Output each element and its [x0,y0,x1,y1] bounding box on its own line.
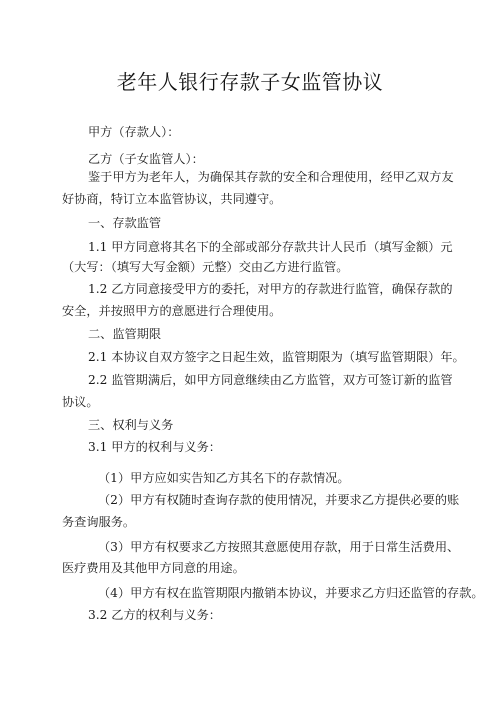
preamble-line-1: 鉴于甲方为老年人，为确保其存款的安全和合理使用，经甲乙双方友 [88,170,454,184]
item-2-line-2: 务查询服务。 [62,515,136,529]
party-a-line: 甲方（存款人）： [88,125,180,139]
clause-3-1-heading: 3.1 甲方的权利与义务： [88,440,221,454]
item-4-line: （4）甲方有权在监管期限内撤销本协议，并要求乙方归还监管的存款。 [98,586,484,600]
item-3-line-2: 医疗费用及其他甲方同意的用途。 [62,561,245,575]
party-b-line: 乙方（子女监管人）： [88,152,204,166]
clause-1-2-line-1: 1.2 乙方同意接受甲方的委托，对甲方的存款进行监管，确保存款的 [88,282,453,296]
item-3-line-1: （3）甲方有权要求乙方按照其意愿使用存款，用于日常生活费用、 [98,540,460,554]
section-3-heading: 三、权利与义务 [88,418,174,432]
item-2-line-1: （2）甲方有权随时查询存款的使用情况，并要求乙方提供必要的账 [98,493,460,507]
document-title: 老年人银行存款子女监管协议 [116,70,384,94]
item-1-line: （1）甲方应如实告知乙方其名下的存款情况。 [98,471,350,485]
section-1-heading: 一、存款监管 [88,216,162,230]
clause-2-2-line-1: 2.2 监管期满后，如甲方同意继续由乙方监管，双方可签订新的监管 [88,373,453,387]
preamble-line-2: 好协商，特订立本监管协议，共同遵守。 [62,192,282,206]
clause-2-1-line-1: 2.1 本协议自双方签字之日起生效，监管期限为（填写监管期限）年。 [88,350,465,364]
clause-3-2-heading: 3.2 乙方的权利与义务： [88,608,221,622]
clause-1-1-line-1: 1.1 甲方同意将其名下的全部或部分存款共计人民币（填写金额）元 [88,240,453,254]
clause-1-1-line-2: （大写：（填写大写金额）元整）交由乙方进行监管。 [62,260,349,274]
clause-2-2-line-2: 协议。 [62,395,99,409]
section-2-heading: 二、监管期限 [88,327,162,341]
clause-1-2-line-2: 安全，并按照甲方的意愿进行合理使用。 [62,304,282,318]
